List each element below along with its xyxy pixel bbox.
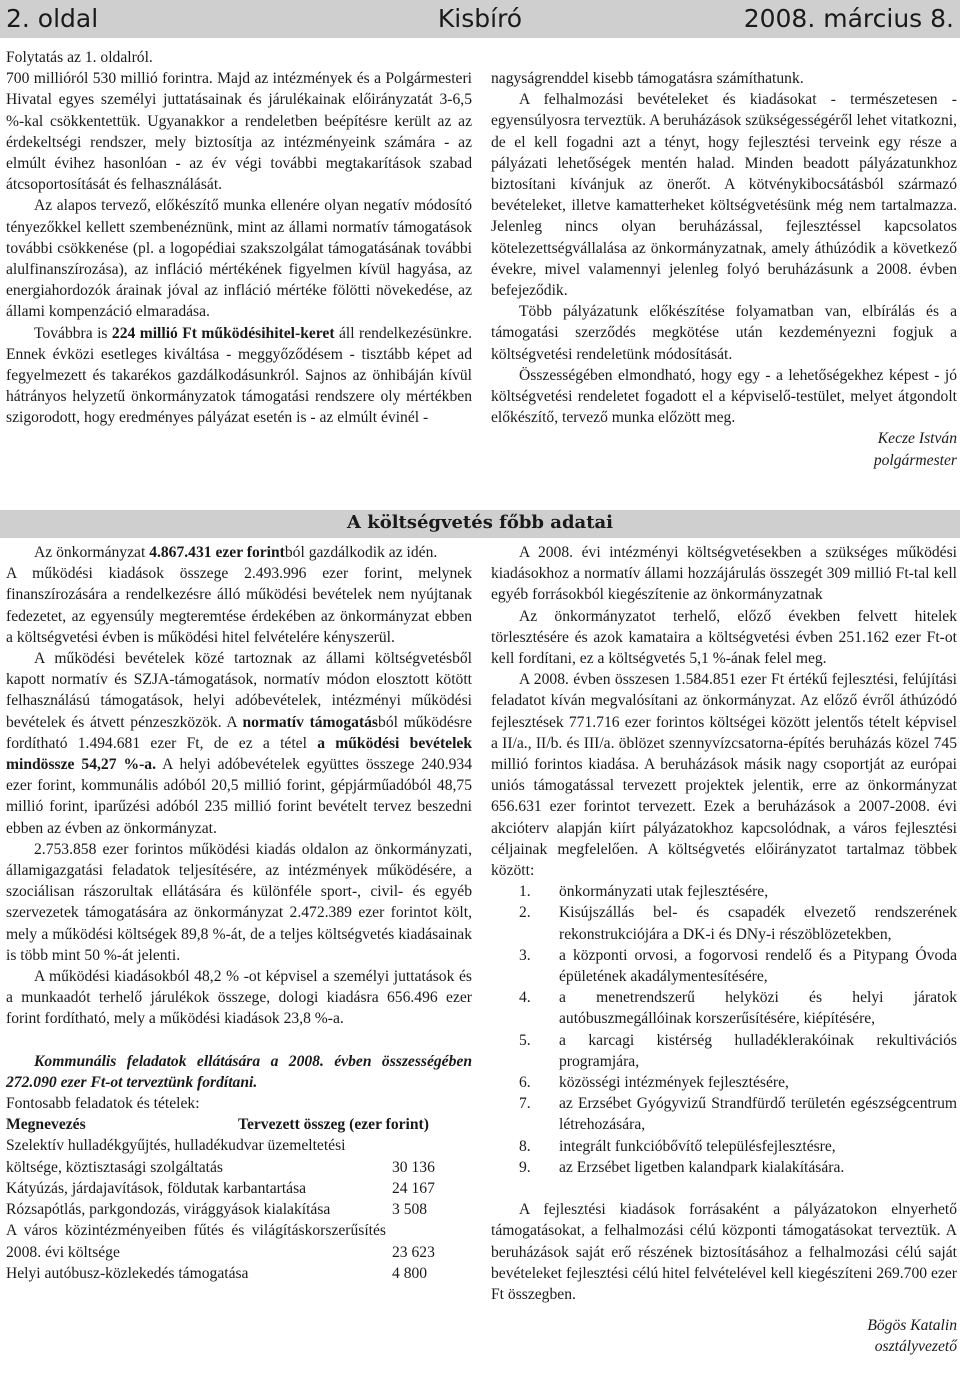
list-item-number: 6. [519,1074,531,1092]
text-run: Továbbra is [34,324,112,342]
bottom-left-paragraph-3 [6,648,472,839]
row-amount: 3 508 [392,1201,428,1219]
signature-title: polgármester [873,451,957,469]
row-name: A város közintézményeiben fűtés és világításkorszerűsítés 2008. évi költsége [6,1222,386,1261]
row-amount: 4 800 [392,1264,428,1282]
total-budget-amount: 4.867.431 ezer forint [149,544,285,561]
list-item [491,945,957,987]
text-run: ból működésre fordítható 1.494.681 ezer Ft, de ez a tétel [6,713,472,752]
table-row [6,1263,472,1284]
signature-title: osztályvezető [874,1338,957,1356]
list-item-number: 9. [519,1158,531,1176]
row-name: Kátyúzás, járdajavítások, földutak karbantartása [6,1179,307,1197]
text-run: A helyi adóbevételek együttes összege 240.934 ezer forint, kommunális adóból 20,5 millió forint, gépjárműadóból 48,75 millió forint, iparűzési adóból 235 millió forint bevételt tervez beszedni ebben az évben az önkormányzat. [6,756,472,837]
list-item [491,881,957,902]
list-item-number: 5. [519,1031,531,1049]
top-left-column [6,47,472,429]
list-item-number: 3. [519,946,531,964]
top-right-column [491,68,957,471]
row-amount: 23 623 [392,1243,435,1261]
communal-tasks-summary: Kommunális feladatok ellátására a 2008. évben összességében 272.090 ezer Ft-ot terveztünk fordítani. [6,1052,472,1091]
list-item-text: az Erzsébet Gyógyvizű Strandfürdő területén egészségcentrum létrehozására, [559,1095,957,1134]
list-item-number: 2. [519,904,531,922]
list-item [491,1093,957,1135]
credit-line-amount: 224 millió Ft működésihitel-keret [111,324,335,342]
continued-note: Folytatás az 1. oldalról. [6,49,153,66]
list-item-text: Kisújszállás bel- és csapadék elvezető rendszerének rekonstrukciójára a DK-i és DNy-i részöblözetekben, [559,904,957,943]
spacer [6,1030,472,1051]
list-item [491,1157,957,1178]
tasks-table [6,1135,472,1283]
tasks-table-header [6,1114,472,1135]
top-right-paragraph-1: nagyságrenddel kisebb támogatásra számíthatunk. [491,70,804,87]
bottom-right-paragraph-3: A 2008. évben összesen 1.584.851 ezer Ft értékű fejlesztési, felújítási feladatot kíván megvalósítani az önkormányzat. Az előző évről áthúzódó fejlesztések 771.716 ezer forintos költségei között jelentős tételt képvisel a II/a., II/b. és III/a. öblözet szennyvízcsatorna-építés beruházás közel 745 millió forintos kiadása. A beruházások másik nagy csoportját az európai uniós támogatással tervezett projektek jelentik, erre az önkormányzat 656.631 ezer forintot tervezett. Ezek a beruházások a 2007-2008. évi akcióterv alapján kiírt pályázatokhoz kapcsolódnak, a város fejlesztési céljainak megfelelően. A költségvetés előirányzatot tartalmaz többek között: [491,671,957,880]
list-item-text: a karcagi kistérség hulladéklerakóinak rekultivációs programjára, [559,1031,957,1070]
list-item-text: a központi orvosi, a fogorvosi rendelő és a Pitypang Óvoda épületének akadálymentesítésére, [559,946,957,986]
signature-name: Kecze István [877,430,957,448]
list-item-number: 7. [519,1095,531,1113]
bottom-right-paragraph-1: A 2008. évi intézményi költségvetésekben a szükséges működési kiadásokhoz a normatív állami hozzájárulás összegét 309 millió Ft-tal kell egyéb forrásokból kiegészítenie az önkormányzatnak [491,544,957,604]
table-row [6,1178,472,1199]
list-item-number: 4. [519,989,531,1007]
issue-date: 2008. március 8. [743,4,954,33]
list-item [491,902,957,944]
top-right-paragraph-4: Összességében elmondható, hogy egy - a lehetőségekhez képest - jó költségvetési rendeletet fogadott el a képviselő-testület, melyet átgondolt előkészítő, tervező munka előzött meg. [491,366,957,427]
row-name: Rózsapótlás, parkgondozás, virággyások kialakítása [6,1201,331,1219]
list-item [491,1030,957,1072]
list-item-text: közösségi intézmények fejlesztésére, [559,1074,789,1092]
list-item-number: 1. [519,883,531,901]
row-amount: 24 167 [392,1179,435,1197]
list-item [491,1136,957,1157]
table-row [6,1220,472,1262]
bottom-left-paragraph-2: A működési kiadások összege 2.493.996 ezer forint, melynek finanszírozására a rendelkezésre álló működési bevételek nem nyújtanak fedezetet, az egyensúly megteremtése érdekében az önkormányzat ebben a költségvetési évben is működési hitel felvételére kényszerül. [6,565,472,646]
page-number: 2. oldal [6,4,99,33]
section-heading-band [0,510,960,538]
list-item-number: 8. [519,1137,531,1155]
bottom-left-paragraph-5: A működési kiadásokból 48,2 % -ot képvisel a személyi juttatások és a munkaadót terhelő járulékok összege, dologi kiadásra 656.496 ezer forint fordítható, mely a működési kiadások 23,8 %-a. [6,968,472,1028]
top-right-paragraph-2: A felhalmozási bevételeket és kiadásokat - természetesen - egyensúlyosra terveztük. A beruházások szükségességéről lehet vitatkozni, de el kell fogadni azt a tényt, hogy fejlesztési terveink egy része a pályázati lehetőségek mentén halad. Minden beadott pályázatunkhoz biztosítani kívánjuk az önerőt. A kötvénykibocsátásból származó bevételeket, illetve kamatterheket költségvetésünk még nem tartalmazza. Jelenleg nincs olyan beruházással, fejlesztéssel kapcsolatos kötelezettségvállalása az önkormányzatnak, amely áthúzódik a következő évekre, mivel valamennyi jelenleg folyó beruházásunk a 2008. évben befejeződik. [491,91,957,300]
bottom-left-paragraph-4: 2.753.858 ezer forintos működési kiadás oldalon az önkormányzati, államigazgatási feladatok teljesítésére, az intézmények működésére, a szociálisan rászorultak ellátására és különféle sport-, civil- és egyéb szervezetek támogatására az önkormányzat 2.472.389 ezer forintot költ, mely a működési költségek 89,8 %-át, de a teljes költségvetés kiadásainak is több mint 50 %-át jelenti. [6,840,472,964]
text-run: áll rendelkezésünkre. Ennek évközi esetleges kiváltása - meggyőződésem - tisztább képet ad fegyelmezett és takarékos gazdálkodásunkról. Sajnos az önhibáján kívül hátrányos helyzetű önkormányzatok támogatási rendszere oly mértékben szigorodott, hogy eredményes pályázat esetén is - az elmúlt évinél - [6,324,472,427]
list-item-text: a menetrendszerű helyközi és helyi járatok autóbuszmegállóinak korszerűsítésére, kiépítésére, [559,989,957,1028]
spacer [491,1178,957,1199]
table-row [6,1135,472,1177]
list-item-text: önkormányzati utak fejlesztésére, [559,883,769,901]
bottom-right-paragraph-2: Az önkormányzatot terhelő, előző években felvett hitelek törlesztésére és azok kamataira a költségvetési évben 251.162 ezer Ft-ot kell fordítani, ez a költségvetés 5,1 %-ának felel meg. [491,607,957,668]
section-title: A költségvetés főbb adatai [346,512,614,533]
bottom-right-column [491,542,957,1358]
list-item [491,1072,957,1093]
top-left-paragraph-3 [6,323,472,429]
row-name: Helyi autóbusz-közlekedés támogatása [6,1264,249,1282]
text-run: Az önkormányzat [34,544,150,561]
row-name: Szelektív hulladékgyűjtés, hulladékudvar üzemeltetési költsége, köztisztasági szolgáltatás [6,1137,346,1176]
page-header [0,0,960,38]
spacer [491,1305,957,1315]
operating-revenue-share: a működési bevételek mindössze 54,27 %-a. [6,734,472,774]
development-list [491,881,957,1178]
row-amount: 30 136 [392,1158,435,1176]
list-item-text: integrált funkcióbővítő településfejlesztésre, [559,1137,836,1155]
list-item-text: az Erzsébet ligetben kalandpark kialakítására. [559,1158,845,1176]
tasks-intro: Fontosabb feladatok és tételek: [6,1095,200,1113]
top-left-paragraph-2: Az alapos tervező, előkészítő munka ellenére olyan negatív módosító tényezőkkel kellett szembenéznünk, mint az állami normatív támogatások további csökkenése (pl. a logopédiai szakszolgálat támogatásának további alulfinanszírozása), az infláció mértékének figyelmen kívül hagyása, az energiahordozók árainak jóval az infláció mértéke fölötti növekedése, az állami kompenzáció elmaradása. [6,197,472,321]
column-header-name: Megnevezés [6,1116,86,1134]
normative-support-term: normatív támogatás [242,713,379,731]
list-item [491,987,957,1029]
newspaper-title: Kisbíró [437,4,523,33]
text-run: ból gazdálkodik az idén. [284,544,438,561]
table-row [6,1199,472,1220]
top-right-paragraph-3: Több pályázatunk előkészítése folyamatban van, elbírálás és a támogatási szerződés megkötése után kezdeményezni fogjuk a költségvetési rendeletünk módosítását. [491,303,957,363]
bottom-left-paragraph-1 [6,542,472,563]
text-run: A működési bevételek közé tartoznak az állami költségvetésből kapott normatív és SZJA-támogatások, normatív módon elosztott kötött felhasználású támogatások, helyi adóbevételek, intézményi működési bevételek és átvett pénzeszközök. A [6,650,472,731]
column-header-amount: Tervezett összeg (ezer forint) [238,1116,429,1134]
signature-name: Bögös Katalin [867,1317,957,1335]
bottom-right-paragraph-4: A fejlesztési kiadások forrásaként a pályázatokon elnyerhető támogatásokat, a felhalmozási célú központi támogatásokat terveztük. A beruházások saját erő részének biztosításához a felhalmozási célú saját bevételeket fejlesztési célú hitel felvételével kell kiegészíteni 269.700 ezer Ft összegben. [491,1201,957,1303]
bottom-left-column [6,542,472,1284]
top-left-paragraph-1: 700 millióról 530 millió forintra. Majd az intézmények és a Polgármesteri Hivatal egyes személyi juttatásainak és járulékainak előirányzatát 3-6,5 %-kal csökkentettük. Ugyanakkor a rendeletben beépítésre került az az érdekeltségi rendszer, mely biztosítja az intézményeink számára - az elmúlt évihez hasonlóan - az év végi további megtakarítások szabad átcsoportosítását és felhasználását. [6,70,472,194]
